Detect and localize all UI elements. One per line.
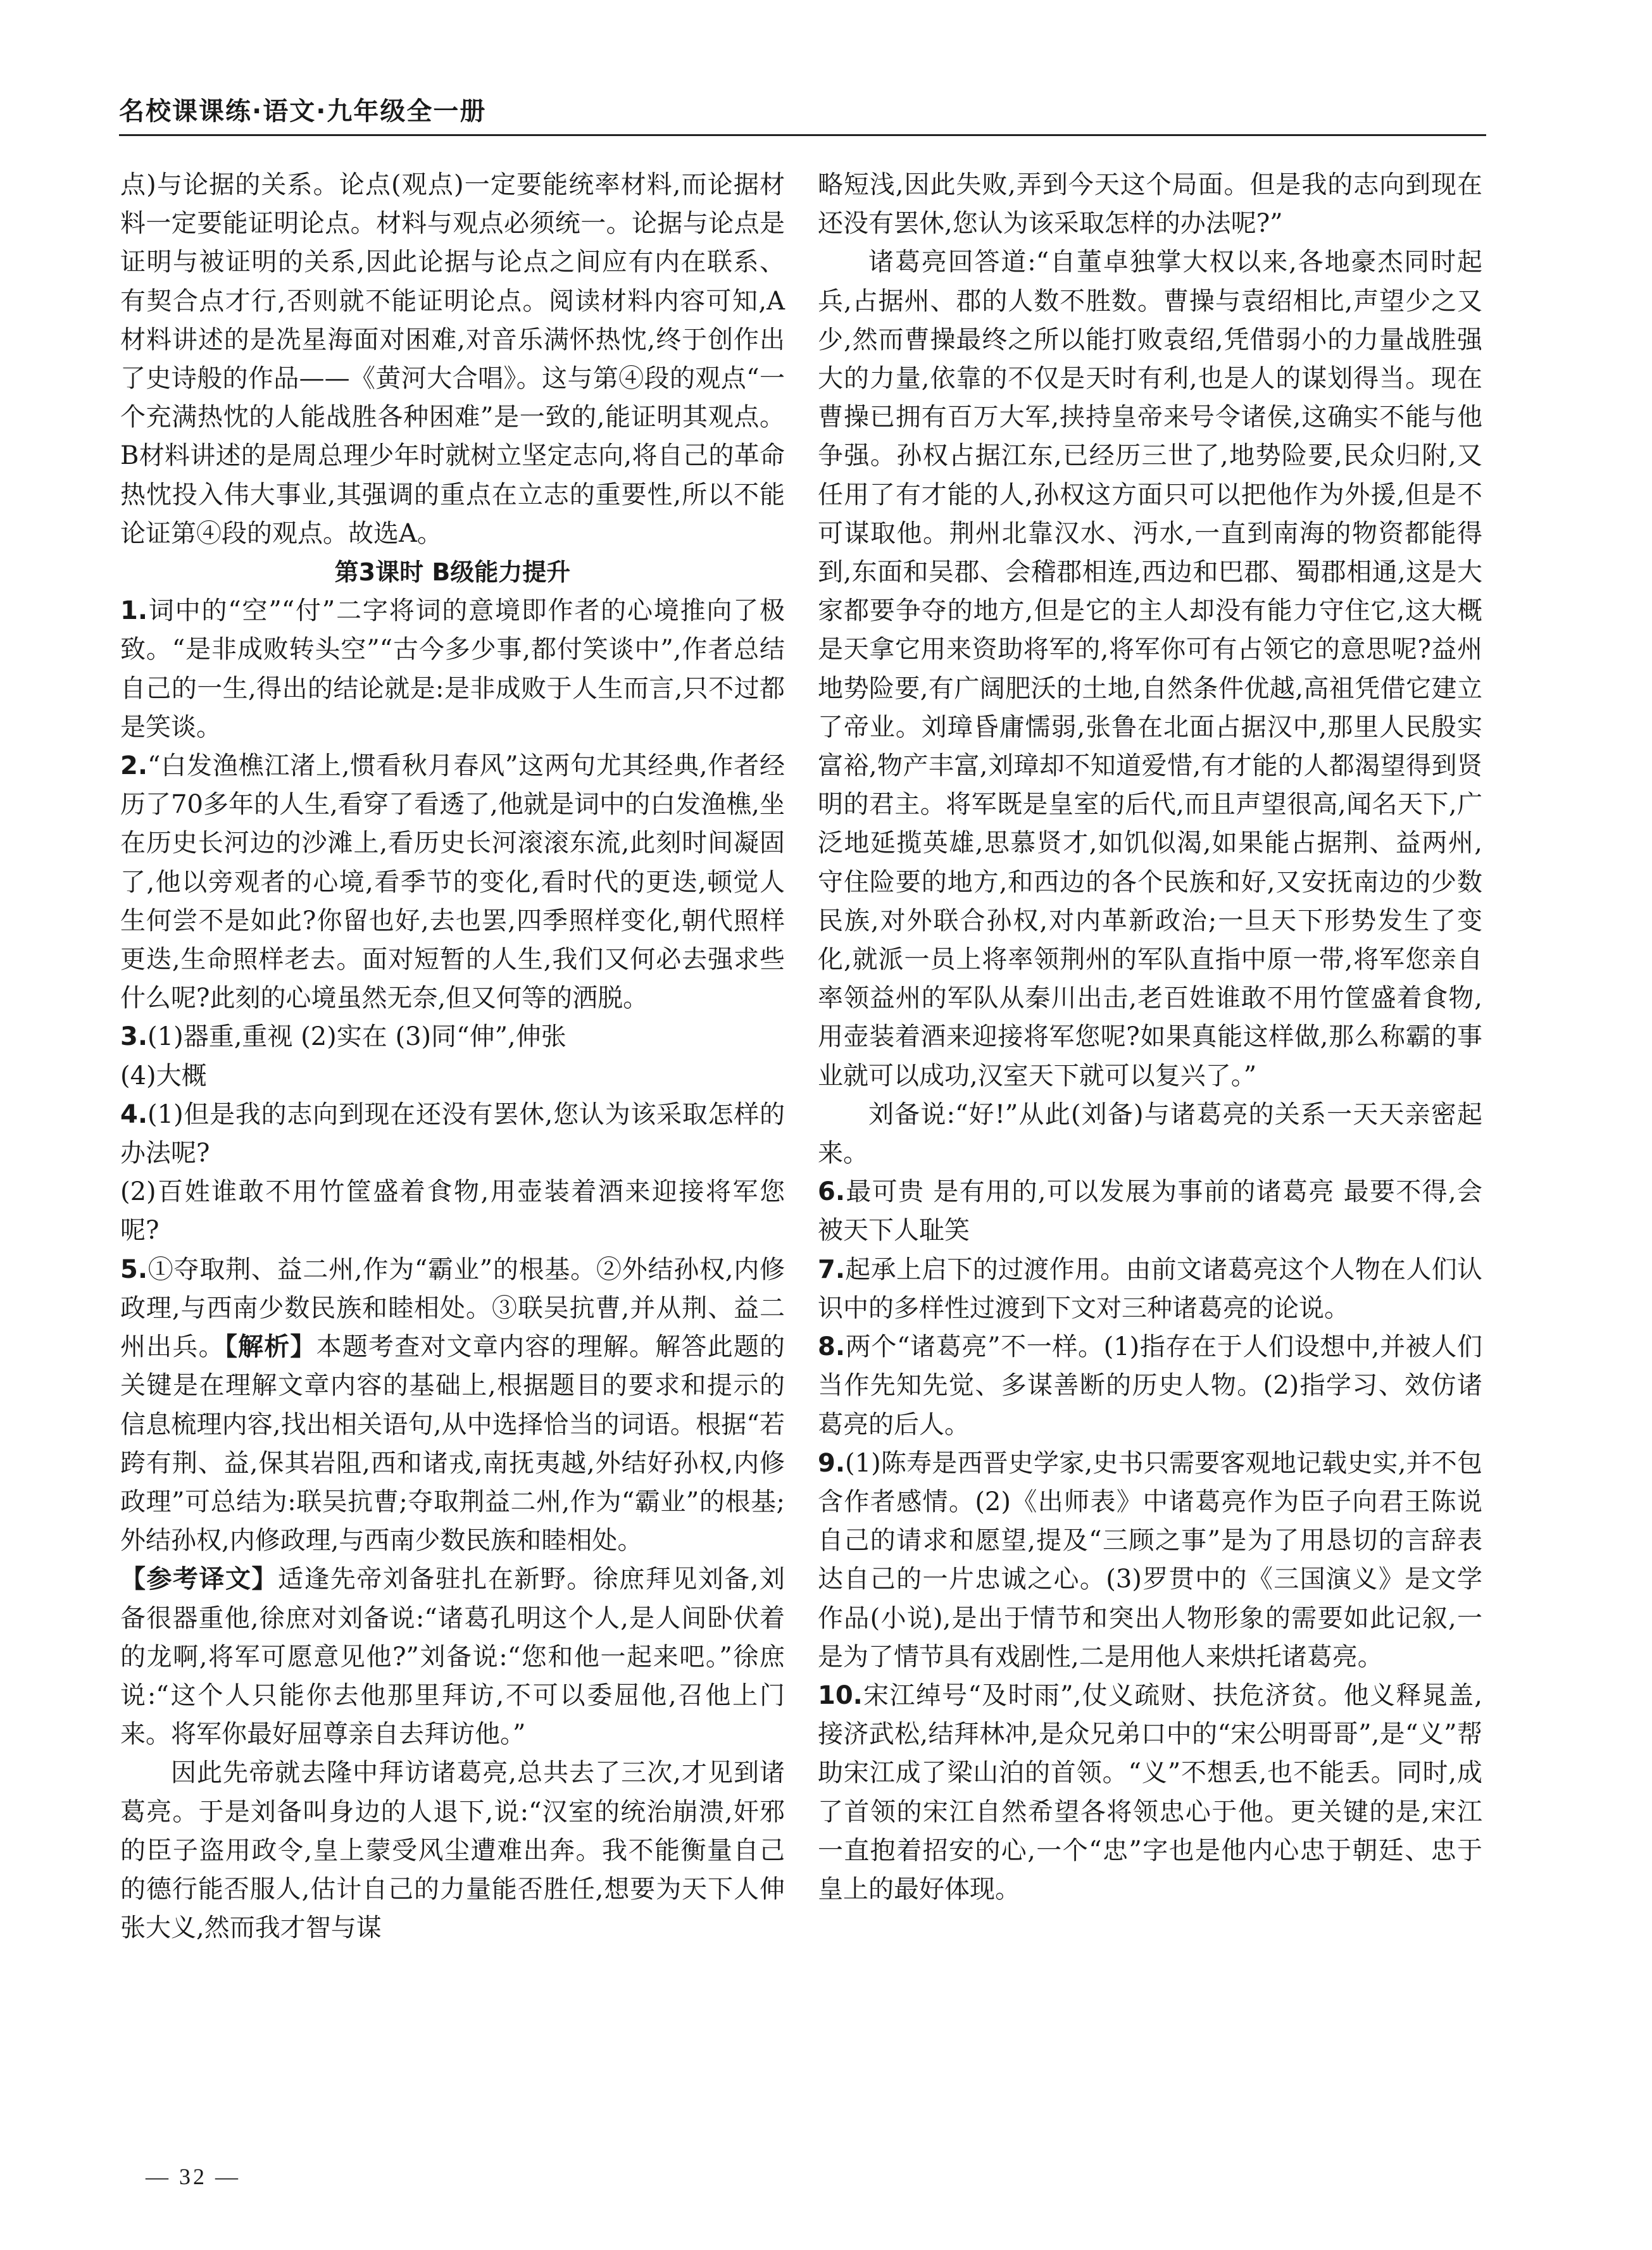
answer-2 <box>120 747 785 1018</box>
answer-3-cont: (4)大概 <box>120 1061 207 1091</box>
intro-paragraph: 点)与论据的关系。论点(观点)一定要能统率材料,而论据材料一定要能证明论点。材料与观点必须统一。论据与论点是证明与被证明的关系,因此论据与论点之间应有内在联系、有契合点才行,否则就不能证明论点。阅读材料内容可知,A材料讲述的是冼星海面对困难,对音乐满怀热忱,终于创作出了史诗般的作品——《黄河大合唱》。这与第④段的观点“一个充满热忱的人能战胜各种困难”是一致的,能证明其观点。B材料讲述的是周总理少年时就树立坚定志向,将自己的革命热忱投入伟大事业,其强调的重点在立志的重要性,所以不能论证第④段的观点。故选A。 <box>120 170 785 548</box>
answer-6 <box>818 1173 1482 1250</box>
answer-text: 宋江绰号“及时雨”,仗义疏财、扶危济贫。他义释晁盖,接济武松,结拜林冲,是众兄弟口中的“宋公明哥哥”,是“义”帮助宋江成了梁山泊的首领。“义”不想丢,也不能丢。同时,成了首领的宋江自然希望各将领忠心于他。更关键的是,宋江一直抱着招安的心,一个“忠”字也是他内心忠于朝廷、忠于皇上的最好体现。 <box>818 1680 1482 1904</box>
translation-paragraph: 因此先帝就去隆中拜访诸葛亮,总共去了三次,才见到诸葛亮。于是刘备叫身边的人退下,说:“汉室的统治崩溃,奸邪的臣子盗用政令,皇上蒙受风尘遭难出奔。我不能衡量自己的德行能否服人,估计自己的力量能否胜任,想要为天下人伸张大义,然而我才智与谋 <box>120 1758 785 1943</box>
answer-text: “白发渔樵江渚上,惯看秋月春风”这两句尤其经典,作者经历了70多年的人生,看穿了看透了,他就是词中的白发渔樵,坐在历史长河边的沙滩上,看历史长河滚滚东流,此刻时间凝固了,他以旁观者的心境,看季节的变化,看时代的更迭,顿觉人生何尝不是如此?你留也好,去也罢,四季照样变化,朝代照样更迭,生命照样老去。面对短暂的人生,我们又何必去强求些什么呢?此刻的心境虽然无奈,但又何等的洒脱。 <box>120 751 785 1013</box>
translation-continued: 略短浅,因此失败,弄到今天这个局面。但是我的志向到现在还没有罢休,您认为该采取怎样的办法呢?” <box>818 170 1482 239</box>
answer-text: 词中的“空”“付”二字将词的意境即作者的心境推向了极致。“是非成败转头空”“古今多少事,都付笑谈中”,作者总结自己的一生,得出的结论就是:是非成败于人生而言,只不过都是笑谈。 <box>120 596 785 742</box>
question-number: 4. <box>120 1099 148 1129</box>
question-number: 8. <box>818 1332 846 1362</box>
question-number: 10. <box>818 1680 863 1710</box>
book-title: 名校课课练·语文·九年级全一册 <box>119 97 487 126</box>
answer-10 <box>818 1677 1482 1909</box>
question-number: 6. <box>818 1177 846 1207</box>
answer-3 <box>120 1018 785 1056</box>
answer-7 <box>818 1251 1482 1328</box>
answer-4 <box>120 1096 785 1173</box>
answer-text: 两个“诸葛亮”不一样。(1)指存在于人们设想中,并被人们当作先知先觉、多谋善断的历史人物。(2)指学习、效仿诸葛亮的后人。 <box>818 1332 1482 1439</box>
answer-text: 最可贵 是有用的,可以发展为事前的诸葛亮 最要不得,会被天下人耻笑 <box>818 1177 1482 1246</box>
question-number: 1. <box>120 596 148 626</box>
answer-1 <box>120 592 785 747</box>
reference-tag: 【参考译文】 <box>120 1565 278 1594</box>
answer-8 <box>818 1328 1482 1444</box>
answer-5 <box>120 1251 785 1561</box>
answer-9 <box>818 1444 1482 1677</box>
question-number: 9. <box>818 1448 846 1478</box>
answer-4-cont: (2)百姓谁敢不用竹筐盛着食物,用壶装着酒来迎接将军您呢? <box>120 1177 785 1246</box>
reference-translation <box>120 1560 785 1754</box>
analysis-tag: 【解析】 <box>224 1332 316 1362</box>
lesson-heading: 第3课时 B级能力提升 <box>334 558 571 587</box>
question-number: 5. <box>120 1254 148 1284</box>
answer-text: 起承上启下的过渡作用。由前文诸葛亮这个人物在人们认识中的多样性过渡到下文对三种诸葛亮的论说。 <box>818 1254 1482 1323</box>
translation-paragraph: 刘备说:“好!”从此(刘备)与诸葛亮的关系一天天亲密起来。 <box>818 1099 1482 1168</box>
page-number: — 32 — <box>146 2164 241 2189</box>
answer-text: (1)陈寿是西晋史学家,史书只需要客观地记载史实,并不包含作者感情。(2)《出师表》中诸葛亮作为臣子向君王陈说自己的请求和愿望,提及“三顾之事”是为了用恳切的言辞表达自己的一片忠诚之心。(3)罗贯中的《三国演义》是文学作品(小说),是出于情节和突出人物形象的需要如此记叙,一是为了情节具有戏剧性,二是用他人来烘托诸葛亮。 <box>818 1448 1482 1672</box>
reference-text: 适逢先帝刘备驻扎在新野。徐庶拜见刘备,刘备很器重他,徐庶对刘备说:“诸葛孔明这个人,是人间卧伏着的龙啊,将军可愿意见他?”刘备说:“您和他一起来吧。”徐庶说:“这个人只能你去他那里拜访,不可以委屈他,召他上门来。将军你最好屈尊亲自去拜访他。” <box>120 1565 785 1749</box>
answer-text: (1)但是我的志向到现在还没有罢休,您认为该采取怎样的办法呢? <box>120 1099 785 1168</box>
question-number: 3. <box>120 1022 148 1052</box>
question-number: 7. <box>818 1254 846 1284</box>
translation-paragraph: 诸葛亮回答道:“自董卓独掌大权以来,各地豪杰同时起兵,占据州、郡的人数不胜数。曹操与袁绍相比,声望少之又少,然而曹操最终之所以能打败袁绍,凭借弱小的力量战胜强大的力量,依靠的不仅是天时有利,也是人的谋划得当。现在曹操已拥有百万大军,挟持皇帝来号令诸侯,这确实不能与他争强。孙权占据江东,已经历三世了,地势险要,民众归附,又任用了有才能的人,孙权这方面只可以把他作为外援,但是不可谋取他。荆州北靠汉水、沔水,一直到南海的物资都能得到,东面和吴郡、会稽郡相连,西边和巴郡、蜀郡相通,这是大家都要争夺的地方,但是它的主人却没有能力守住它,这大概是天拿它用来资助将军的,将军你可有占领它的意思呢?益州地势险要,有广阔肥沃的土地,自然条件优越,高祖凭借它建立了帝业。刘璋昏庸懦弱,张鲁在北面占据汉中,那里人民殷实富裕,物产丰富,刘璋却不知道爱惜,有才能的人都渴望得到贤明的君主。将军既是皇室的后代,而且声望很高,闻名天下,广泛地延揽英雄,思慕贤才,如饥似渴,如果能占据荆、益两州,守住险要的地方,和西边的各个民族和好,又安抚南边的少数民族,对外联合孙权,对内革新政治;一旦天下形势发生了变化,就派一员上将率领荆州的军队直指中原一带,将军您亲自率领益州的军队从秦川出击,老百姓谁敢不用竹筐盛着食物,用壶装着酒来迎接将军您呢?如果真能这样做,那么称霸的事业就可以成功,汉室天下就可以复兴了。” <box>818 247 1482 1091</box>
left-column <box>120 166 785 1947</box>
answer-text: (1)器重,重视 (2)实在 (3)同“伸”,伸张 <box>147 1022 566 1052</box>
right-column <box>818 166 1482 1909</box>
analysis-text: 本题考查对文章内容的理解。解答此题的关键是在理解文章内容的基础上,根据题目的要求和提示的信息梳理内容,找出相关语句,从中选择恰当的词语。根据“若跨有荆、益,保其岩阻,西和诸戎,南抚夷越,外结好孙权,内修政理”可总结为:联吴抗曹;夺取荆益二州,作为“霸业”的根基;外结孙权,内修政理,与西南少数民族和睦相处。 <box>120 1332 785 1556</box>
answer-text: ①夺取荆、益二州,作为“霸业”的根基。②外结孙权,内修政理,与西南少数民族和睦相处。③联吴抗曹,并从荆、益二州出兵。 <box>120 1254 785 1362</box>
question-number: 2. <box>120 751 148 781</box>
page-header <box>119 89 1486 136</box>
